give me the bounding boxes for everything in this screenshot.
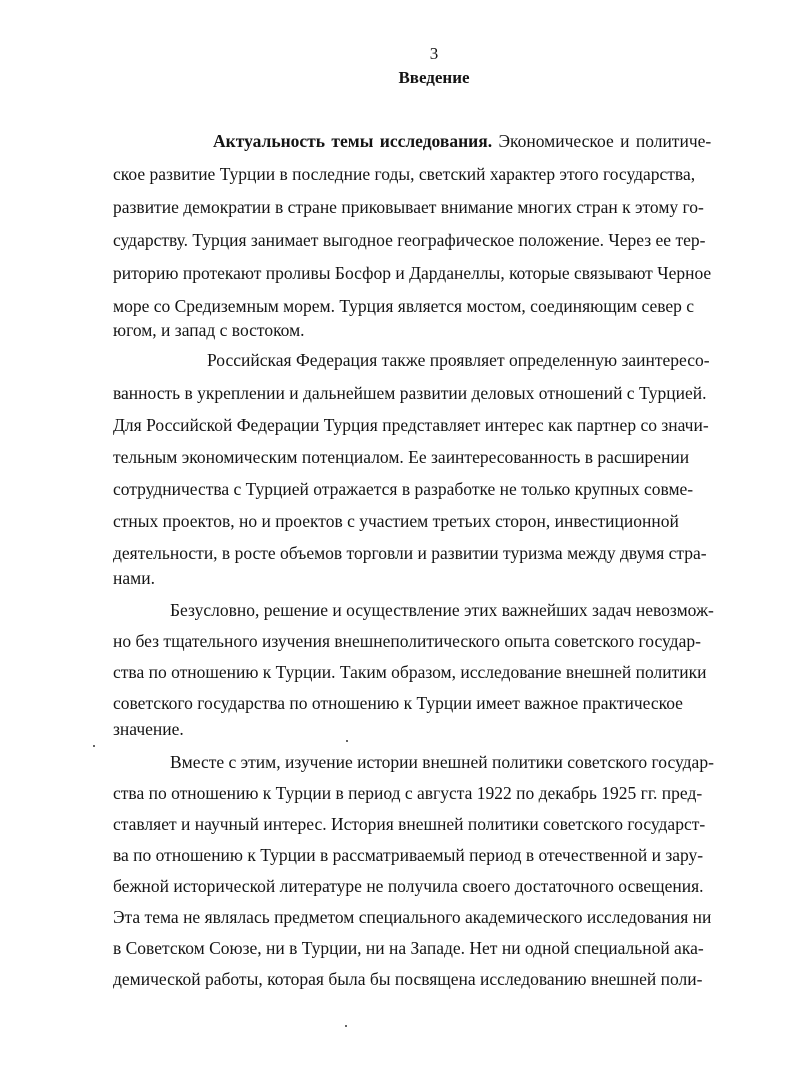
text-line: югом, и запад с востоком. — [113, 320, 305, 340]
text-line: бежной исторической литературе не получила своего достаточного освещения. — [113, 876, 704, 896]
text-line: в Советском Союзе, ни в Турции, ни на Западе. Нет ни одной специальной ака- — [113, 938, 704, 958]
scan-speck — [345, 1025, 347, 1027]
text-line: но без тщательного изучения внешнеполитического опыта советского государ- — [113, 631, 701, 651]
text-line: Безусловно, решение и осуществление этих важнейших задач невозмож- — [170, 600, 714, 620]
scan-speck — [93, 745, 95, 747]
text-line: значение. — [113, 719, 184, 739]
text-line: ства по отношению к Турции. Таким образом, исследование внешней политики — [113, 662, 707, 682]
text-line: советского государства по отношению к Турции имеет важное практическое — [113, 693, 683, 713]
text-line: Вместе с этим, изучение истории внешней политики советского государ- — [170, 752, 714, 772]
text-line: ва по отношению к Турции в рассматриваемый период в отечественной и зару- — [113, 845, 704, 865]
text-line: ставляет и научный интерес. История внешней политики советского государст- — [113, 814, 706, 834]
page-number: 3 — [429, 44, 439, 63]
paragraph-lead: Актуальность темы исследования. — [213, 131, 493, 151]
text-line: стных проектов, но и проектов с участием третьих сторон, инвестиционной — [113, 511, 679, 531]
text-line: развитие демократии в стране приковывает внимание многих стран к этому го- — [113, 197, 704, 217]
text-line: Эта тема не являлась предметом специального академического исследования ни — [113, 907, 712, 927]
text-line: Для Российской Федерации Турция представляет интерес как партнер со значи- — [113, 415, 709, 435]
text-line: море со Средиземным морем. Турция является мостом, соединяющим север с — [113, 296, 695, 316]
text-line: сударству. Турция занимает выгодное географическое положение. Через ее тер- — [113, 230, 706, 250]
text-line: ванность в укреплении и дальнейшем развитии деловых отношений с Турцией. — [113, 383, 707, 403]
text-line: деятельности, в росте объемов торговли и развитии туризма между двумя стра- — [113, 543, 707, 563]
text-line: Актуальность темы исследования. Экономическое и политиче- — [213, 131, 712, 151]
text-line: нами. — [113, 568, 155, 588]
page-title: Введение — [398, 68, 470, 87]
text-line: риторию протекают проливы Босфор и Дарданеллы, которые связывают Черное — [113, 263, 712, 283]
scan-speck — [346, 740, 348, 742]
text-line: сотрудничества с Турцией отражается в разработке не только крупных совме- — [113, 479, 694, 499]
text-line: демической работы, которая была бы посвящена исследованию внешней поли- — [113, 969, 703, 989]
text-line: тельным экономическим потенциалом. Ее заинтересованность в расширении — [113, 447, 690, 467]
text-line: Российская Федерация также проявляет определенную заинтересо- — [207, 350, 710, 370]
text-line: ское развитие Турции в последние годы, светский характер этого государства, — [113, 164, 696, 184]
text-line: ства по отношению к Турции в период с августа 1922 по декабрь 1925 гг. пред- — [113, 783, 703, 803]
